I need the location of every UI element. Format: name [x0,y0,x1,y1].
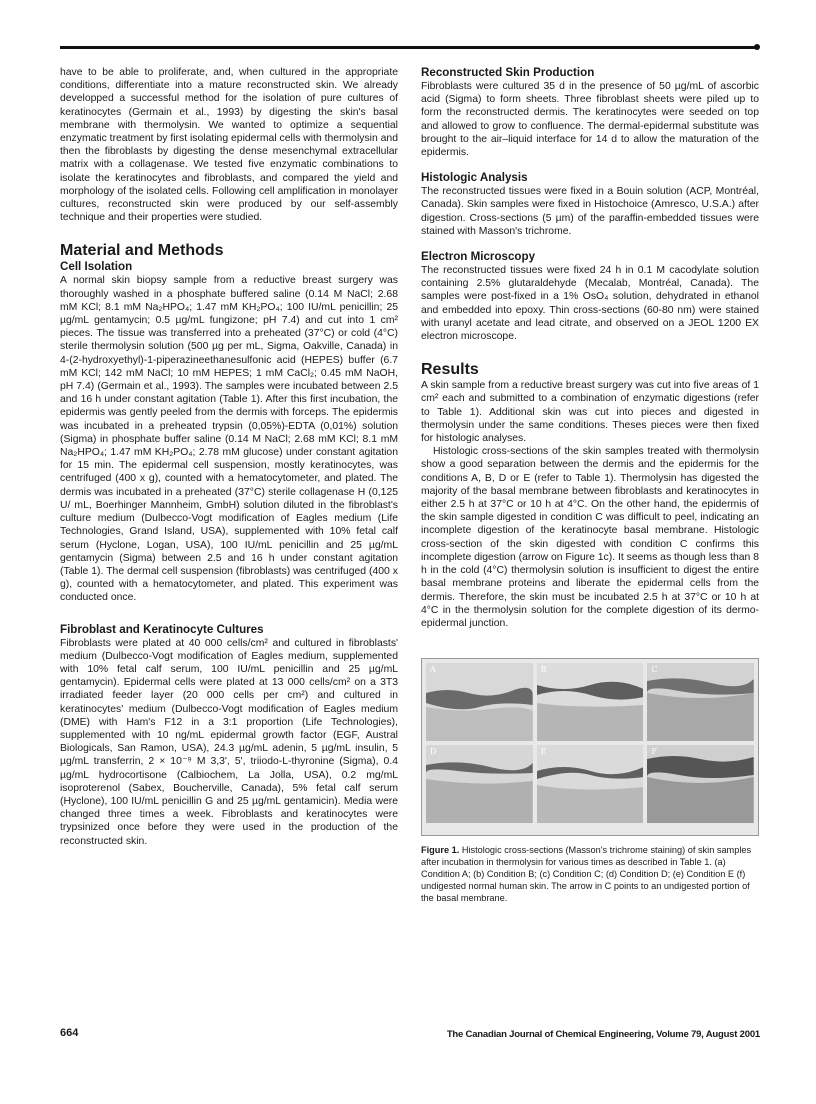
figure-1-caption-text: Histologic cross-sections (Masson's trichrome staining) of skin samples after incubation in thermolysin for various times as described in Table 1. (a) Condition A; (b) Condition B; (c) Condition C; (d) Condition D; (e) Condition E (f) undigested normal human skin. The arrow in C points to an undigested portion of the basal membrane. [421,845,752,904]
figure-panel-f [647,745,754,823]
header-rule [60,46,758,49]
cultures-heading: Fibroblast and Keratinocyte Cultures [60,622,264,636]
figure-panel-e [537,745,644,823]
histology-image-f [647,745,754,823]
methods-heading: Material and Methods [60,242,224,260]
journal-citation: The Canadian Journal of Chemical Engineering, Volume 79, August 2001 [446,1029,760,1040]
histology-image-c [647,663,754,741]
panel-label-c: C [651,665,658,675]
histology-image-d [426,745,533,823]
figure-panel-c [647,663,754,741]
results-heading: Results [421,361,479,379]
histology-image-a [426,663,533,741]
histologic-paragraph: The reconstructed tissues were fixed in a Bouin solution (ACP, Montréal, Canada). Skin samples were fixed in Histochoice (Amresco, U.S.A.) after digestion. Cross-sections (5 µm) of the paraffin-embedded tissues were stained with Masson's trichrome. [421,186,759,237]
electron-microscopy-paragraph: The reconstructed tissues were fixed 24 h in 0.1 M cacodylate solution containing 2.5% glutaraldehyde (Mecalab, Montréal, Canada). The samples were post-fixed in a 1% OsO₄ solution, dehydrated in ethanol and embedded into epoxy. Thin cross-sections (60-80 nm) were stained with uranyl acetate and lead citrate, and observed on a JEOL 1200 EX electron microscope. [421,265,759,343]
histology-image-e [537,745,644,823]
panel-label-d: D [430,747,437,757]
figure-1 [421,658,759,904]
figure-1-caption-label: Figure 1. [421,845,460,856]
panel-label-a: A [430,665,436,675]
cell-isolation-paragraph: A normal skin biopsy sample from a reductive breast surgery was thoroughly washed in a phosphate buffered saline (0.14 M NaCl; 2.68 mM KCl; 8.1 mM Na₂HPO₄; 1.47 mM KH₂PO₄; 100 IU/mL penicillin; 25 µg/mL gentamycin; 0.5 µg/mL fungizone; pH 7.4) and cut into 1 cm² pieces. The tissue was transferred into a preheated (37°C) or cold (4°C) sterile thermolysin solution (500 µg per mL, Sigma, Oakville, Canada) in 4-(2-hydroxyethyl)-1-piperazineethanesulfonic acid (HEPES) buffer (6.7 mM KCl; 142 mM NaCl; 10 mM HEPES; 1 mM CaCl₂; 0.45 mM NaOH, pH 7.4) (Germain et al., 1993). The samples were incubated between 2.5 and 16 h under constant agitation (Table 1). After this first incubation, the epidermis was gently peeled from the dermis with forceps. The epidermis was incubated in a preheated trypsin (0,05%)-EDTA (0,01%) solution (Sigma) in phosphate buffer saline (0.14 M NaCl; 2.68 mM KCl; 8.1 mM Na₂HPO₄; 1.47 mM KH₂PO₄; 2.78 mM glucose) under constant agitation for 15 min. The epidermal cell suspension, mostly keratinocytes, was centrifuged (400 x g), counted with a hematocytometer, and plated. The dermis was incubated in a preheated (37°C) sterile collagenase H (0,125 U/ mL, Boerhinger Mannheim, GmbH) solution diluted in the fibroblast's culture medium (Dulbecco-Vogt modification of Eagles medium (Life Technologies, Grand Island, USA), supplemented with 10% fetal calf serum (Hyclone, Logan, USA), 100 IU/mL penicillin and 25 µg/mL gentamycin (Sigma) between 2.5 and 16 h under constant agitation (Table 1). The dermal cell suspension (fibroblasts) was centrifuged (400 x g), counted with a hematocytometer, and plated. This experiment was conducted once. [60,275,398,604]
cultures-paragraph: Fibroblasts were plated at 40 000 cells/cm² and cultured in fibroblasts' medium (Dulbecco-Vogt modification of Eagles medium, supplemented with 10% fetal calf serum, 100 IU/mL penicillin and 25 µg/mL gentamycin). Epidermal cells were plated at 13 000 cells/cm² on a 3T3 irradiated feeder layer (20 000 cells per cm²) and cultured in keratinocytes' medium (Dulbecco-Vogt modification of Eagles medium (DME) with Ham's F12 in a 3:1 proportion (Life Technologies), supplemented with 10 ng/mL epidermal growth factor (EGF, Austral Biologicals, San Ramon, USA), 24.3 µg/mL adenin, 5 µg/mL insulin, 5 µg/mL transferrin, 2 × 10⁻⁹ M 3,3', 5', triiodo-L-thyronine (Sigma), 0.4 µg/mL hydrocortisone (Calbiochem, La Jolla, USA), 0.2 mg/mL isoproterenol (Sabex, Boucherville, Canada), 5% fetal calf serum (Hyclone), 100 IU/mL penicillin G and 25 µg/mL gentamicin). Media were changed three times a week. Fibroblasts and keratinocytes were trypsinized once before they were used in the production of the reconstructed skin. [60,637,398,847]
figure-1-caption [421,844,759,904]
figure-panel-a [426,663,533,741]
figure-1-image [421,658,759,836]
cell-isolation-heading: Cell Isolation [60,260,133,274]
page-number: 664 [60,1027,79,1039]
results-paragraph-1: A skin sample from a reductive breast surgery was cut into five areas of 1 cm² each and submitted to a combination of enzymatic digestions (refer to Table 1). Additional skin was cut into pieces and digested in thermolysin under the same conditions. Theses pieces were then fixed for histologic analyses. [421,380,759,445]
reconstructed-skin-heading: Reconstructed Skin Production [421,66,595,79]
electron-microscopy-heading: Electron Microscopy [421,250,536,264]
histologic-heading: Histologic Analysis [421,171,528,185]
figure-panel-b [537,663,644,741]
intro-paragraph: have to be able to proliferate, and, when cultured in the appropriate conditions, differentiate into a mature reconstructed skin. We already developped a successful method for the isolation of pure cultures of keratinocytes (Germain et al., 1993) by digesting the skin's basal membrane with thermolysin. We wanted to optimize a sequential enzymatic treatment by first isolating epidermal cells with thermolysin and then the fibroblasts by digesting the dense mesenchymal extracellular matrix with a collagenase. We tested five enzymatic combinations to isolate the keratinocytes and fibroblasts, and compared the yield and morphology of the isolated cells. Following cell amplification in monolayer cultures, reconstructed skin were produced by our self-assembly technique and their properties were studied. [60,67,398,224]
figure-panel-d [426,745,533,823]
header-rule-dot [754,44,760,50]
reconstructed-skin-paragraph: Fibroblasts were cultured 35 d in the presence of 50 µg/mL of ascorbic acid (Sigma) to form sheets. Three fibroblast sheets were piled up to form the reconstructed dermis. The keratinocytes were seeded on top and allowed to grow to confluence. The dermal-epidermal substitute was brought to the air–liquid interface for 14 d to allow the maturation of the epidermis. [421,81,759,159]
right-column [421,66,759,904]
panel-label-b: B [540,665,547,675]
panel-label-f: F [651,747,657,757]
panel-label-e: E [540,747,547,757]
left-column [60,66,398,848]
histology-image-b [537,663,644,741]
results-paragraph-2: Histologic cross-sections of the skin samples treated with thermolysin show a good separation between the dermis and the epidermis for the conditions A, B, D or E (refer to Table 1). Thermolysin has digested the majority of the basal membrane between fibroblasts and keratinocytes in either 2.5 h at 37°C or 10 h at 4°C. On the other hand, the epidermis of the skin sample digested in condition C was difficult to peel, indicating an incomplete digestion of the keratinocyte basal membrane. Histologic cross-section of the skin digested with condition C confirms this incomplete digestion (arrow on Figure 1c). It seems as though less than 8 h in the cold (4°C) thermolysin solution is insufficient to digest the entire basal membrane proteins and liberate the epidermal cells from the dermis. Therefore, the skin must be incubated 2.5 h at 37°C or 10 h at 4°C in the thermolysin solution for the complete digestion of its dermo-epidermal junction. [421,446,759,629]
